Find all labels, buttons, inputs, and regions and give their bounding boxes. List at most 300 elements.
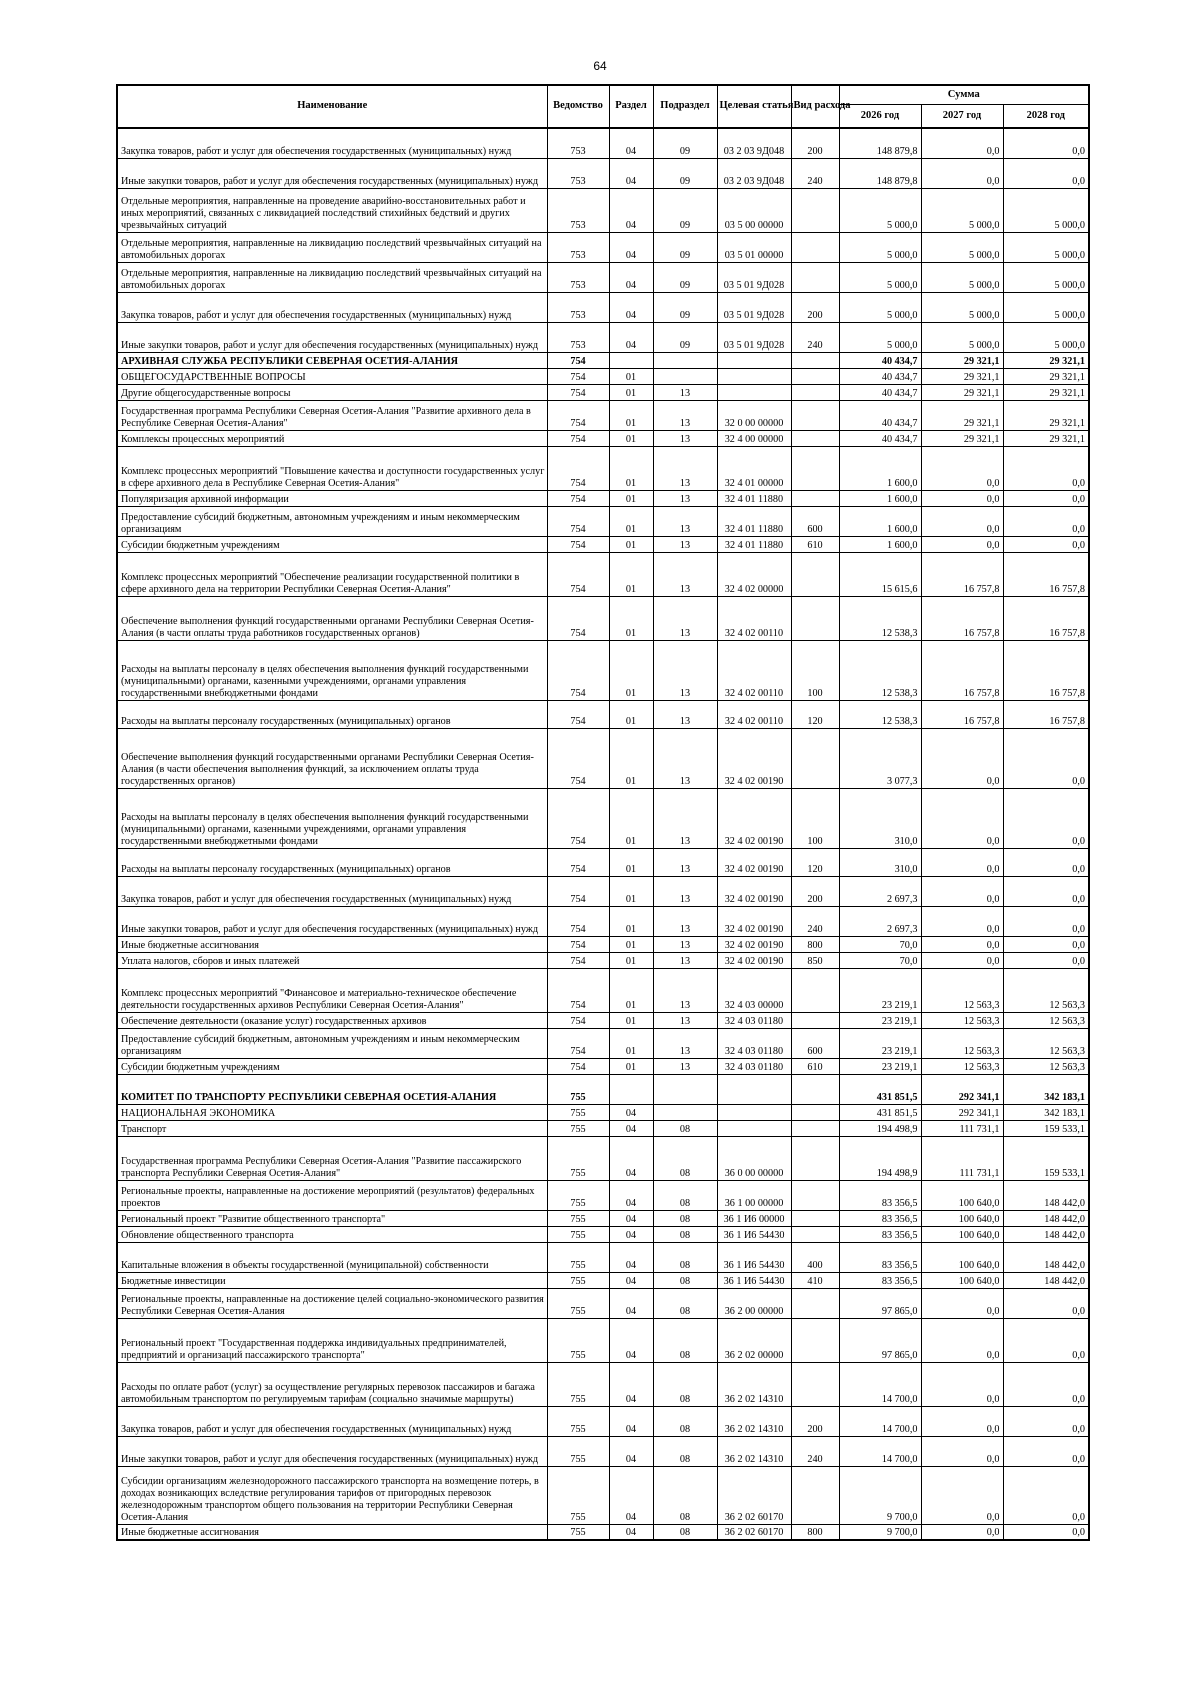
cell-2027: 29 321,1: [921, 430, 1003, 446]
cell-section: 01: [609, 400, 653, 430]
cell-subsection: 08: [653, 1362, 717, 1406]
cell-2027: 0,0: [921, 848, 1003, 876]
cell-2026: 97 865,0: [839, 1288, 921, 1318]
cell-department: 755: [547, 1362, 609, 1406]
cell-section: 01: [609, 906, 653, 936]
cell-department: 753: [547, 232, 609, 262]
cell-2028: 0,0: [1003, 1524, 1089, 1540]
cell-expense-type: 850: [791, 952, 839, 968]
cell-2028: 16 757,8: [1003, 640, 1089, 700]
cell-department: 754: [547, 700, 609, 728]
cell-department: 755: [547, 1288, 609, 1318]
cell-section: 01: [609, 968, 653, 1012]
cell-target-item: 03 5 01 9Д028: [717, 292, 791, 322]
cell-2028: 29 321,1: [1003, 368, 1089, 384]
table-row: [117, 1028, 1089, 1058]
cell-name: Иные закупки товаров, работ и услуг для обеспечения государственных (муниципальных) нужд: [117, 1436, 547, 1466]
cell-2028: 12 563,3: [1003, 1028, 1089, 1058]
cell-target-item: 03 5 00 00000: [717, 188, 791, 232]
cell-section: 01: [609, 848, 653, 876]
cell-section: 04: [609, 1362, 653, 1406]
cell-target-item: 32 4 02 00190: [717, 876, 791, 906]
cell-section: 04: [609, 1288, 653, 1318]
cell-2028: 0,0: [1003, 1318, 1089, 1362]
col-header-name: Наименование: [117, 85, 547, 128]
cell-department: 754: [547, 490, 609, 506]
cell-2026: 70,0: [839, 952, 921, 968]
cell-2027: 100 640,0: [921, 1210, 1003, 1226]
cell-2026: 194 498,9: [839, 1136, 921, 1180]
cell-expense-type: [791, 490, 839, 506]
cell-department: 755: [547, 1074, 609, 1104]
cell-2028: 148 442,0: [1003, 1210, 1089, 1226]
cell-2026: 40 434,7: [839, 368, 921, 384]
cell-2028: 16 757,8: [1003, 700, 1089, 728]
table-row: [117, 1436, 1089, 1466]
col-header-expense-type: Вид расхода: [791, 85, 839, 128]
cell-2026: 3 077,3: [839, 728, 921, 788]
cell-2027: 12 563,3: [921, 1012, 1003, 1028]
col-header-department: Ведомство: [547, 85, 609, 128]
cell-2027: 0,0: [921, 536, 1003, 552]
cell-section: 04: [609, 1210, 653, 1226]
cell-section: 01: [609, 1028, 653, 1058]
cell-2027: 12 563,3: [921, 968, 1003, 1012]
cell-2027: 16 757,8: [921, 700, 1003, 728]
cell-section: 01: [609, 490, 653, 506]
table-row: [117, 1012, 1089, 1028]
cell-department: 755: [547, 1466, 609, 1524]
cell-target-item: 32 4 03 01180: [717, 1028, 791, 1058]
cell-section: 04: [609, 1466, 653, 1524]
cell-target-item: 32 4 02 00110: [717, 700, 791, 728]
cell-name: Отдельные мероприятия, направленные на ликвидацию последствий чрезвычайных ситуаций на автомобильных дорогах: [117, 262, 547, 292]
cell-2027: 5 000,0: [921, 232, 1003, 262]
cell-2027: 5 000,0: [921, 322, 1003, 352]
cell-section: 04: [609, 1242, 653, 1272]
table-row: [117, 322, 1089, 352]
cell-2026: 9 700,0: [839, 1466, 921, 1524]
cell-expense-type: [791, 968, 839, 1012]
table-row: [117, 936, 1089, 952]
table-row: [117, 1272, 1089, 1288]
cell-name: Расходы по оплате работ (услуг) за осуществление регулярных перевозок пассажиров и багажа автомобильным транспортом по регулируемым тарифам (социально значимые маршруты): [117, 1362, 547, 1406]
cell-section: 04: [609, 188, 653, 232]
cell-2028: 148 442,0: [1003, 1226, 1089, 1242]
cell-section: 04: [609, 1104, 653, 1120]
cell-subsection: 13: [653, 952, 717, 968]
cell-subsection: 13: [653, 430, 717, 446]
cell-department: 754: [547, 384, 609, 400]
cell-2028: 29 321,1: [1003, 430, 1089, 446]
cell-subsection: 13: [653, 596, 717, 640]
cell-expense-type: 400: [791, 1242, 839, 1272]
col-header-2026: 2026 год: [839, 105, 921, 129]
cell-name: Иные бюджетные ассигнования: [117, 1524, 547, 1540]
cell-2027: 16 757,8: [921, 552, 1003, 596]
cell-subsection: 08: [653, 1272, 717, 1288]
cell-name: Региональный проект "Развитие общественного транспорта": [117, 1210, 547, 1226]
cell-target-item: 32 4 02 00110: [717, 640, 791, 700]
table-row: [117, 788, 1089, 848]
cell-department: 755: [547, 1104, 609, 1120]
cell-section: [609, 1074, 653, 1104]
cell-name: Капитальные вложения в объекты государственной (муниципальной) собственности: [117, 1242, 547, 1272]
cell-department: 754: [547, 640, 609, 700]
cell-section: 01: [609, 700, 653, 728]
cell-subsection: 08: [653, 1406, 717, 1436]
cell-expense-type: [791, 1136, 839, 1180]
cell-2028: 29 321,1: [1003, 400, 1089, 430]
cell-subsection: 13: [653, 552, 717, 596]
cell-subsection: 08: [653, 1436, 717, 1466]
cell-target-item: 32 4 02 00190: [717, 788, 791, 848]
cell-2028: 0,0: [1003, 1362, 1089, 1406]
cell-expense-type: 240: [791, 322, 839, 352]
cell-2026: 12 538,3: [839, 596, 921, 640]
col-header-subsection: Подраздел: [653, 85, 717, 128]
cell-subsection: 08: [653, 1466, 717, 1524]
page-number: 64: [593, 59, 607, 73]
cell-subsection: 08: [653, 1524, 717, 1540]
cell-name: Другие общегосударственные вопросы: [117, 384, 547, 400]
cell-subsection: 13: [653, 506, 717, 536]
cell-2027: 100 640,0: [921, 1272, 1003, 1288]
cell-name: Комплексы процессных мероприятий: [117, 430, 547, 446]
cell-target-item: 32 4 01 00000: [717, 446, 791, 490]
cell-department: 753: [547, 292, 609, 322]
cell-subsection: 13: [653, 384, 717, 400]
cell-2028: 159 533,1: [1003, 1136, 1089, 1180]
cell-name: Комплекс процессных мероприятий "Обеспечение реализации государственной политики в сфере архивного дела на территории Республики Северная Осетия-Алания": [117, 552, 547, 596]
cell-name: Субсидии бюджетным учреждениям: [117, 536, 547, 552]
cell-subsection: 13: [653, 906, 717, 936]
cell-name: Закупка товаров, работ и услуг для обеспечения государственных (муниципальных) нужд: [117, 128, 547, 158]
cell-2026: 12 538,3: [839, 640, 921, 700]
cell-department: 755: [547, 1226, 609, 1242]
cell-2027: 29 321,1: [921, 352, 1003, 368]
cell-2028: 0,0: [1003, 1436, 1089, 1466]
table-row: [117, 728, 1089, 788]
cell-subsection: 13: [653, 1058, 717, 1074]
cell-department: 755: [547, 1120, 609, 1136]
cell-section: 04: [609, 292, 653, 322]
col-header-2027: 2027 год: [921, 105, 1003, 129]
cell-2028: 0,0: [1003, 906, 1089, 936]
cell-subsection: 08: [653, 1242, 717, 1272]
cell-2026: 2 697,3: [839, 906, 921, 936]
cell-department: 753: [547, 188, 609, 232]
cell-target-item: 36 2 02 60170: [717, 1466, 791, 1524]
cell-target-item: 32 4 01 11880: [717, 506, 791, 536]
cell-subsection: 08: [653, 1226, 717, 1242]
table-row: [117, 906, 1089, 936]
table-row: [117, 640, 1089, 700]
cell-2026: 5 000,0: [839, 292, 921, 322]
table-row: [117, 490, 1089, 506]
cell-department: 754: [547, 506, 609, 536]
cell-section: 01: [609, 788, 653, 848]
cell-department: 754: [547, 728, 609, 788]
cell-section: 04: [609, 232, 653, 262]
cell-target-item: 36 2 02 60170: [717, 1524, 791, 1540]
cell-2027: 0,0: [921, 936, 1003, 952]
cell-target-item: 36 1 И6 54430: [717, 1226, 791, 1242]
cell-2027: 0,0: [921, 952, 1003, 968]
cell-2027: 100 640,0: [921, 1242, 1003, 1272]
cell-subsection: 09: [653, 322, 717, 352]
table-body: [117, 128, 1089, 1540]
cell-target-item: [717, 368, 791, 384]
cell-department: 755: [547, 1436, 609, 1466]
cell-department: 754: [547, 1028, 609, 1058]
cell-section: 04: [609, 1436, 653, 1466]
cell-department: 754: [547, 968, 609, 1012]
cell-2028: 148 442,0: [1003, 1272, 1089, 1288]
cell-section: 01: [609, 552, 653, 596]
cell-subsection: 08: [653, 1318, 717, 1362]
cell-name: Иные закупки товаров, работ и услуг для обеспечения государственных (муниципальных) нужд: [117, 322, 547, 352]
cell-name: Расходы на выплаты персоналу государственных (муниципальных) органов: [117, 700, 547, 728]
cell-subsection: 13: [653, 536, 717, 552]
cell-section: 04: [609, 1180, 653, 1210]
cell-2026: 83 356,5: [839, 1272, 921, 1288]
cell-2026: 83 356,5: [839, 1210, 921, 1226]
cell-department: 753: [547, 322, 609, 352]
cell-subsection: 09: [653, 158, 717, 188]
table-row: [117, 876, 1089, 906]
cell-2026: 14 700,0: [839, 1436, 921, 1466]
cell-expense-type: 800: [791, 1524, 839, 1540]
cell-subsection: 13: [653, 490, 717, 506]
cell-name: Предоставление субсидий бюджетным, автономным учреждениям и иным некоммерческим организациям: [117, 506, 547, 536]
cell-name: Транспорт: [117, 1120, 547, 1136]
table-row: [117, 368, 1089, 384]
cell-expense-type: 240: [791, 158, 839, 188]
cell-expense-type: [791, 1104, 839, 1120]
table-row: [117, 384, 1089, 400]
cell-2027: 0,0: [921, 1524, 1003, 1540]
cell-2028: 0,0: [1003, 728, 1089, 788]
cell-2028: 148 442,0: [1003, 1242, 1089, 1272]
cell-2026: 83 356,5: [839, 1226, 921, 1242]
cell-2026: 40 434,7: [839, 384, 921, 400]
cell-2026: 431 851,5: [839, 1104, 921, 1120]
table-row: [117, 430, 1089, 446]
cell-target-item: 32 4 02 00190: [717, 728, 791, 788]
cell-2026: 12 538,3: [839, 700, 921, 728]
cell-name: Расходы на выплаты персоналу в целях обеспечения выполнения функций государственными (муниципальными) органами, казенными учреждениями, органами управления государственными внебюджетными фондами: [117, 788, 547, 848]
cell-expense-type: [791, 1362, 839, 1406]
cell-department: 755: [547, 1524, 609, 1540]
cell-2028: 29 321,1: [1003, 352, 1089, 368]
table-row: [117, 400, 1089, 430]
cell-expense-type: 240: [791, 906, 839, 936]
cell-section: 04: [609, 1120, 653, 1136]
cell-target-item: 32 4 01 11880: [717, 490, 791, 506]
cell-2026: 5 000,0: [839, 322, 921, 352]
cell-2027: 0,0: [921, 1318, 1003, 1362]
cell-expense-type: 200: [791, 292, 839, 322]
cell-target-item: 32 0 00 00000: [717, 400, 791, 430]
table-row: [117, 1104, 1089, 1120]
cell-section: 01: [609, 936, 653, 952]
table-row: [117, 352, 1089, 368]
cell-name: Региональный проект "Государственная поддержка индивидуальных предпринимателей, предприятий и организаций пассажирского транспорта": [117, 1318, 547, 1362]
cell-subsection: 13: [653, 936, 717, 952]
cell-name: Закупка товаров, работ и услуг для обеспечения государственных (муниципальных) нужд: [117, 1406, 547, 1436]
cell-2028: 0,0: [1003, 936, 1089, 952]
cell-2027: 0,0: [921, 1436, 1003, 1466]
cell-expense-type: 610: [791, 1058, 839, 1074]
cell-name: Обеспечение деятельности (оказание услуг) государственных архивов: [117, 1012, 547, 1028]
cell-2027: 16 757,8: [921, 596, 1003, 640]
cell-name: Субсидии организациям железнодорожного пассажирского транспорта на возмещение потерь, в доходах возникающих вследствие регулирования тарифов от пригородных перевозок железнодорожным транспортом общего пользования на территории Республики Северная Осетия-Алания: [117, 1466, 547, 1524]
cell-subsection: 13: [653, 400, 717, 430]
cell-target-item: 36 0 00 00000: [717, 1136, 791, 1180]
cell-2026: 83 356,5: [839, 1180, 921, 1210]
table-row: [117, 596, 1089, 640]
cell-2027: 12 563,3: [921, 1028, 1003, 1058]
cell-2027: 0,0: [921, 876, 1003, 906]
cell-target-item: [717, 1074, 791, 1104]
table-row: [117, 292, 1089, 322]
table-row: [117, 1180, 1089, 1210]
cell-department: 755: [547, 1272, 609, 1288]
cell-department: 754: [547, 906, 609, 936]
cell-name: Предоставление субсидий бюджетным, автономным учреждениям и иным некоммерческим организациям: [117, 1028, 547, 1058]
table-row: [117, 1466, 1089, 1524]
cell-name: Иные закупки товаров, работ и услуг для обеспечения государственных (муниципальных) нужд: [117, 906, 547, 936]
cell-2027: 100 640,0: [921, 1180, 1003, 1210]
cell-subsection: 13: [653, 1012, 717, 1028]
cell-section: 04: [609, 1524, 653, 1540]
table-row: [117, 506, 1089, 536]
cell-section: 04: [609, 322, 653, 352]
cell-2027: 0,0: [921, 446, 1003, 490]
cell-expense-type: [791, 1074, 839, 1104]
cell-name: Закупка товаров, работ и услуг для обеспечения государственных (муниципальных) нужд: [117, 876, 547, 906]
cell-expense-type: 410: [791, 1272, 839, 1288]
cell-2028: 16 757,8: [1003, 552, 1089, 596]
cell-subsection: 09: [653, 188, 717, 232]
cell-department: 754: [547, 536, 609, 552]
cell-department: 755: [547, 1180, 609, 1210]
cell-expense-type: 600: [791, 1028, 839, 1058]
cell-2026: 1 600,0: [839, 536, 921, 552]
cell-2027: 292 341,1: [921, 1074, 1003, 1104]
cell-target-item: 32 4 02 00000: [717, 552, 791, 596]
cell-subsection: [653, 1074, 717, 1104]
cell-department: 753: [547, 262, 609, 292]
cell-expense-type: 200: [791, 128, 839, 158]
cell-target-item: 36 1 И6 00000: [717, 1210, 791, 1226]
cell-name: Бюджетные инвестиции: [117, 1272, 547, 1288]
cell-department: 754: [547, 1058, 609, 1074]
cell-name: Закупка товаров, работ и услуг для обеспечения государственных (муниципальных) нужд: [117, 292, 547, 322]
cell-department: 754: [547, 446, 609, 490]
cell-target-item: 36 2 02 14310: [717, 1406, 791, 1436]
cell-2026: 40 434,7: [839, 430, 921, 446]
table-row: [117, 1288, 1089, 1318]
cell-2026: 5 000,0: [839, 232, 921, 262]
budget-table: [116, 84, 1090, 1541]
cell-2027: 0,0: [921, 1406, 1003, 1436]
cell-2027: 0,0: [921, 728, 1003, 788]
table-row: [117, 1058, 1089, 1074]
cell-2028: 0,0: [1003, 158, 1089, 188]
cell-subsection: 13: [653, 876, 717, 906]
cell-2026: 15 615,6: [839, 552, 921, 596]
cell-2027: 0,0: [921, 788, 1003, 848]
cell-section: 01: [609, 952, 653, 968]
cell-2027: 0,0: [921, 906, 1003, 936]
cell-expense-type: 200: [791, 876, 839, 906]
cell-2028: 0,0: [1003, 490, 1089, 506]
cell-2027: 16 757,8: [921, 640, 1003, 700]
cell-target-item: 32 4 03 00000: [717, 968, 791, 1012]
cell-subsection: 13: [653, 848, 717, 876]
cell-section: 01: [609, 728, 653, 788]
cell-target-item: 36 2 00 00000: [717, 1288, 791, 1318]
cell-target-item: [717, 1120, 791, 1136]
cell-expense-type: [791, 1180, 839, 1210]
cell-section: 04: [609, 128, 653, 158]
cell-subsection: 08: [653, 1288, 717, 1318]
table-row: [117, 1074, 1089, 1104]
cell-name: Обеспечение выполнения функций государственными органами Республики Северная Осетия-Алания (в части обеспечения выполнения функций, за исключением оплаты труда государственных органов): [117, 728, 547, 788]
cell-2028: 5 000,0: [1003, 262, 1089, 292]
cell-expense-type: [791, 400, 839, 430]
table-row: [117, 1136, 1089, 1180]
cell-2028: 0,0: [1003, 848, 1089, 876]
cell-2027: 0,0: [921, 158, 1003, 188]
cell-2026: 1 600,0: [839, 506, 921, 536]
cell-subsection: 09: [653, 232, 717, 262]
cell-department: 753: [547, 128, 609, 158]
cell-2028: 0,0: [1003, 788, 1089, 848]
cell-name: Отдельные мероприятия, направленные на ликвидацию последствий чрезвычайных ситуаций на автомобильных дорогах: [117, 232, 547, 262]
cell-2027: 0,0: [921, 506, 1003, 536]
cell-name: Комплекс процессных мероприятий "Повышение качества и доступности государственных услуг в сфере архивного дела в Республике Северная Осетия-Алания": [117, 446, 547, 490]
cell-expense-type: [791, 728, 839, 788]
table-row: [117, 700, 1089, 728]
cell-department: 754: [547, 848, 609, 876]
cell-expense-type: [791, 596, 839, 640]
cell-name: Расходы на выплаты персоналу государственных (муниципальных) органов: [117, 848, 547, 876]
cell-target-item: 36 2 02 14310: [717, 1362, 791, 1406]
cell-target-item: [717, 352, 791, 368]
cell-subsection: 08: [653, 1210, 717, 1226]
cell-department: 754: [547, 876, 609, 906]
cell-name: Обновление общественного транспорта: [117, 1226, 547, 1242]
cell-2027: 5 000,0: [921, 292, 1003, 322]
cell-2028: 0,0: [1003, 1288, 1089, 1318]
cell-subsection: 13: [653, 968, 717, 1012]
cell-name: КОМИТЕТ ПО ТРАНСПОРТУ РЕСПУБЛИКИ СЕВЕРНАЯ ОСЕТИЯ-АЛАНИЯ: [117, 1074, 547, 1104]
table-header: [117, 85, 1089, 128]
cell-2028: 12 563,3: [1003, 968, 1089, 1012]
cell-2027: 29 321,1: [921, 368, 1003, 384]
cell-department: 754: [547, 552, 609, 596]
cell-2026: 2 697,3: [839, 876, 921, 906]
cell-2026: 5 000,0: [839, 262, 921, 292]
cell-target-item: 32 4 02 00190: [717, 848, 791, 876]
cell-name: Расходы на выплаты персоналу в целях обеспечения выполнения функций государственными (муниципальными) органами, казенными учреждениями, органами управления государственными внебюджетными фондами: [117, 640, 547, 700]
cell-department: 755: [547, 1406, 609, 1436]
cell-expense-type: [791, 1012, 839, 1028]
cell-department: 754: [547, 936, 609, 952]
